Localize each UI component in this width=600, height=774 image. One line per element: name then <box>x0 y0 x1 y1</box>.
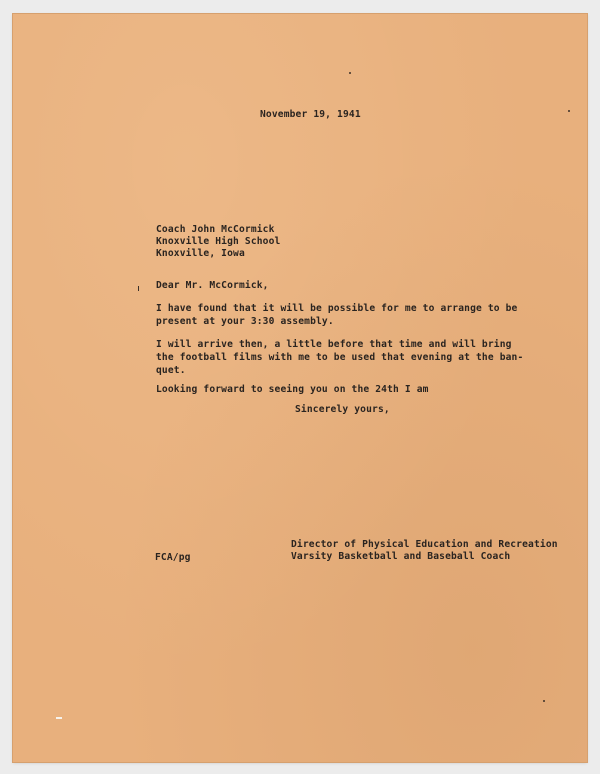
closing: Sincerely yours, <box>295 404 390 415</box>
body-line: present at your 3:30 assembly. <box>156 316 334 327</box>
recipient-name: Coach John McCormick <box>156 224 275 235</box>
title-line: Director of Physical Education and Recreation <box>291 539 558 550</box>
paper-speck <box>568 110 570 112</box>
body-line: I have found that it will be possible for me to arrange to be <box>156 303 518 314</box>
body-line: the football films with me to be used that evening at the ban- <box>156 352 524 363</box>
paper-speck <box>56 717 62 719</box>
paper-speck <box>138 286 139 291</box>
body-line: quet. <box>156 365 186 376</box>
recipient-school: Knoxville High School <box>156 236 281 247</box>
typist-initials: FCA/pg <box>155 552 191 563</box>
body-line: I will arrive then, a little before that time and will bring <box>156 339 512 350</box>
letter-page <box>13 14 587 762</box>
paper-speck <box>349 72 351 74</box>
salutation: Dear Mr. McCormick, <box>156 280 269 291</box>
letter-date: November 19, 1941 <box>260 109 361 120</box>
paper-speck <box>543 700 545 702</box>
recipient-city: Knoxville, Iowa <box>156 248 245 259</box>
title-line: Varsity Basketball and Baseball Coach <box>291 551 511 562</box>
body-paragraph-3: Looking forward to seeing you on the 24th I am <box>156 384 429 395</box>
